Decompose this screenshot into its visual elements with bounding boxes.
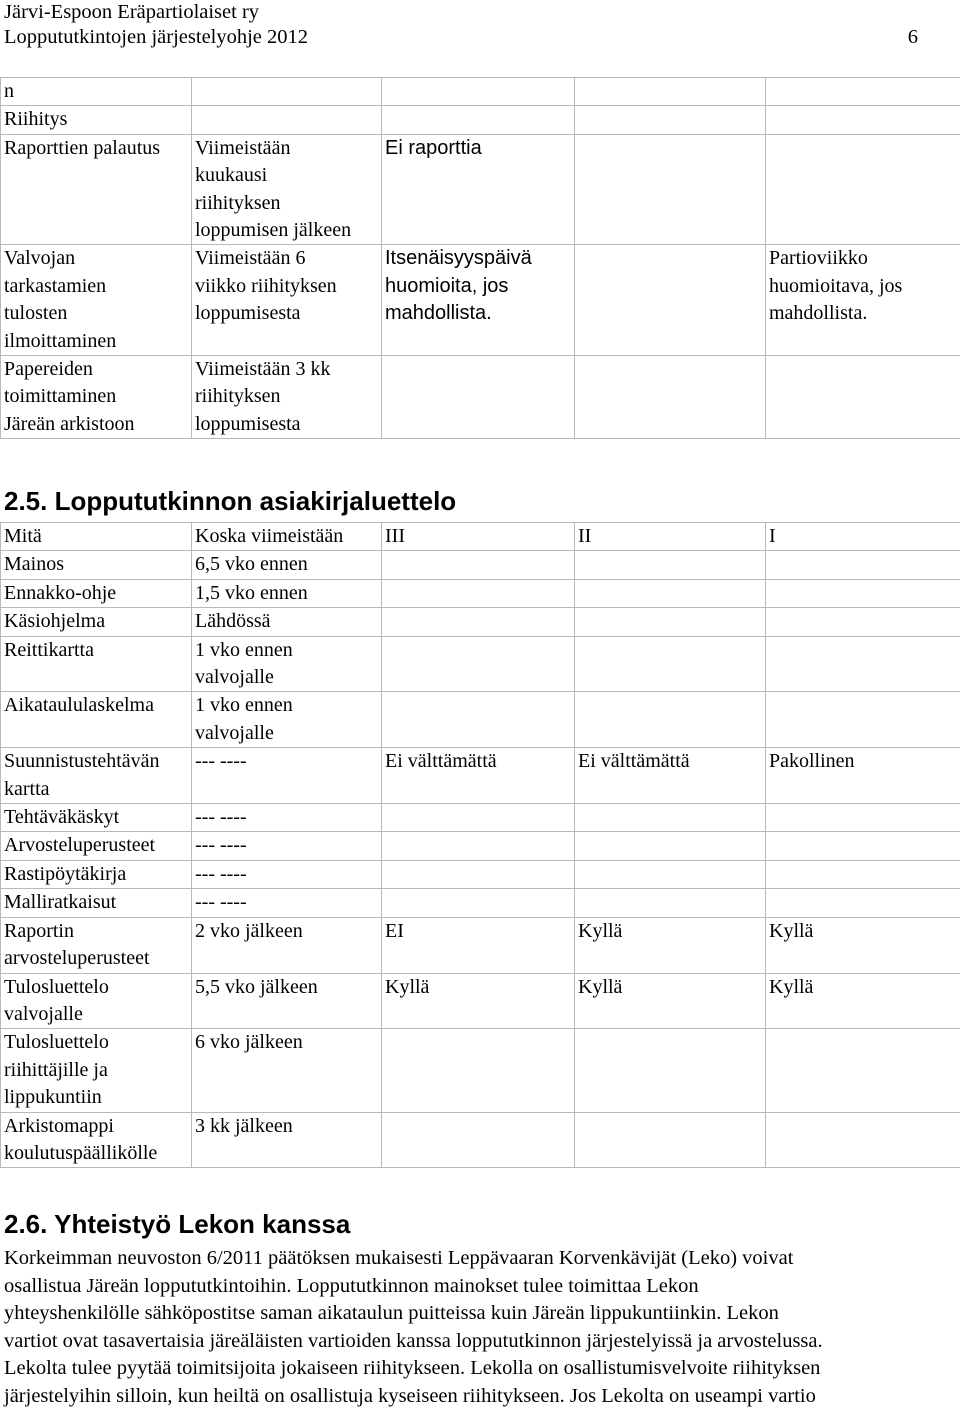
cell-text: huomioitava, jos — [769, 273, 960, 300]
cell-text: mahdollista. — [385, 300, 574, 327]
table-cell — [575, 78, 766, 106]
table-cell — [575, 804, 766, 832]
document-title: Loppututkintojen järjestelyohje 2012 — [4, 25, 308, 49]
cell-text: Viimeistään 6 — [195, 245, 381, 272]
table-cell — [192, 973, 382, 1029]
cell-text: tulosten — [4, 300, 191, 327]
table-cell — [382, 1029, 575, 1112]
cell-text: Arvosteluperusteet — [4, 832, 191, 859]
table-cell — [382, 106, 575, 134]
table-cell — [1, 636, 192, 692]
table-cell — [192, 356, 382, 439]
table-cell — [766, 917, 960, 973]
cell-text: Kyllä — [578, 974, 765, 1001]
paragraph-line: järjestelyihin silloin, kun heiltä on osallistuja kyseiseen riihitykseen. Jos Lekolta on useampi vartio — [4, 1383, 960, 1411]
organization-name: Järvi-Espoon Eräpartiolaiset ry — [4, 0, 259, 24]
table-row — [1, 356, 960, 439]
table-cell — [575, 579, 766, 607]
cell-text: --- ---- — [195, 748, 381, 775]
cell-text: mahdollista. — [769, 300, 960, 327]
table-cell — [1, 1029, 192, 1112]
cell-text: lippukuntiin — [4, 1084, 191, 1111]
table-cell — [766, 1029, 960, 1112]
cell-text: huomioita, jos — [385, 273, 574, 300]
cell-text: Raportin — [4, 918, 191, 945]
table-cell — [1, 579, 192, 607]
paragraph-line: vartiot ovat tasavertaisia järeäläisten vartioiden kanssa loppututkinnon järjestelyissä ja arvostelussa. — [4, 1328, 960, 1356]
cell-text: Papereiden — [4, 356, 191, 383]
cell-text: Kyllä — [769, 918, 960, 945]
table-cell — [382, 748, 575, 804]
table-cell — [1, 917, 192, 973]
table-cell — [192, 245, 382, 356]
table-cell — [192, 1029, 382, 1112]
cell-text: 6,5 vko ennen — [195, 551, 381, 578]
table-cell — [1, 748, 192, 804]
table-cell — [382, 245, 575, 356]
table-cell — [382, 832, 575, 860]
cell-text: kartta — [4, 776, 191, 803]
cell-text: --- ---- — [195, 804, 381, 831]
cell-text: n — [4, 78, 191, 105]
cell-text: riihityksen — [195, 190, 381, 217]
cell-text: Kyllä — [769, 974, 960, 1001]
schedule-table — [0, 77, 960, 439]
table-cell — [766, 832, 960, 860]
table-cell — [766, 106, 960, 134]
table-cell — [1, 860, 192, 888]
table-cell — [1, 608, 192, 636]
table-cell — [575, 106, 766, 134]
table-row — [1, 245, 960, 356]
table-cell — [766, 245, 960, 356]
table-cell — [382, 1112, 575, 1168]
table-header-row — [1, 523, 960, 551]
table-cell — [766, 1112, 960, 1168]
cell-text: Mainos — [4, 551, 191, 578]
table-cell — [575, 973, 766, 1029]
cell-text: 1,5 vko ennen — [195, 580, 381, 607]
table-row — [1, 608, 960, 636]
table-cell — [575, 245, 766, 356]
cell-text: Tulosluettelo — [4, 1029, 191, 1056]
table-cell — [192, 804, 382, 832]
table-cell — [192, 1112, 382, 1168]
table-cell — [575, 917, 766, 973]
table-cell — [766, 579, 960, 607]
table-cell — [382, 551, 575, 579]
cell-text: Partioviikko — [769, 245, 960, 272]
table-cell — [382, 804, 575, 832]
table-cell — [575, 134, 766, 245]
table-row — [1, 692, 960, 748]
table-row — [1, 134, 960, 245]
table-row — [1, 860, 960, 888]
table-cell — [192, 551, 382, 579]
table-cell — [1, 245, 192, 356]
table-cell — [575, 832, 766, 860]
table-cell — [192, 579, 382, 607]
cell-text: Viimeistään 3 kk — [195, 356, 381, 383]
table-cell — [1, 78, 192, 106]
table-cell — [766, 860, 960, 888]
cell-text: --- ---- — [195, 889, 381, 916]
table-cell — [192, 860, 382, 888]
cell-text: valvojalle — [195, 664, 381, 691]
table-row — [1, 1029, 960, 1112]
table-cell — [575, 1112, 766, 1168]
table-cell — [766, 692, 960, 748]
cell-text: riihityksen — [195, 383, 381, 410]
table-row — [1, 636, 960, 692]
cell-text: Käsiohjelma — [4, 608, 191, 635]
table-cell — [575, 636, 766, 692]
cell-text: --- ---- — [195, 832, 381, 859]
cell-text: 6 vko jälkeen — [195, 1029, 381, 1056]
table-cell — [382, 917, 575, 973]
table-cell — [1, 973, 192, 1029]
table-cell — [766, 551, 960, 579]
cell-text: Kyllä — [385, 974, 574, 1001]
table-row — [1, 917, 960, 973]
table-cell — [1, 134, 192, 245]
cell-text: 2 vko jälkeen — [195, 918, 381, 945]
cell-text: toimittaminen — [4, 383, 191, 410]
table-cell — [575, 608, 766, 636]
table-cell — [1, 804, 192, 832]
table-cell — [1, 356, 192, 439]
table-row — [1, 78, 960, 106]
cell-text: valvojalle — [195, 720, 381, 747]
cell-text: loppumisesta — [195, 411, 381, 438]
header-cell-i: I — [766, 523, 960, 551]
table-cell — [382, 973, 575, 1029]
cell-text: Järeän arkistoon — [4, 411, 191, 438]
documents-table — [0, 522, 960, 1168]
cell-text: --- ---- — [195, 861, 381, 888]
table-cell — [382, 78, 575, 106]
cell-text: arvosteluperusteet — [4, 945, 191, 972]
cell-text: Ei raporttia — [385, 135, 574, 162]
header-cell-deadline: Koska viimeistään — [192, 523, 382, 551]
cell-text: Valvojan — [4, 245, 191, 272]
table-cell — [575, 748, 766, 804]
table-cell — [382, 608, 575, 636]
cell-text: Lähdössä — [195, 608, 381, 635]
table-cell — [766, 889, 960, 917]
table-row — [1, 804, 960, 832]
table-cell — [766, 356, 960, 439]
cell-text: ilmoittaminen — [4, 328, 191, 355]
table-row — [1, 579, 960, 607]
table-cell — [1, 832, 192, 860]
table-cell — [1, 106, 192, 134]
table-cell — [575, 692, 766, 748]
cell-text: 1 vko ennen — [195, 692, 381, 719]
table-row — [1, 973, 960, 1029]
table-cell — [575, 860, 766, 888]
table-cell — [766, 134, 960, 245]
page-number: 6 — [908, 25, 918, 49]
table-row — [1, 748, 960, 804]
cell-text: loppumisen jälkeen — [195, 217, 381, 244]
table-cell — [1, 1112, 192, 1168]
table-cell — [192, 636, 382, 692]
cell-text: viikko riihityksen — [195, 273, 381, 300]
cell-text: Pakollinen — [769, 748, 960, 775]
cell-text: 5,5 vko jälkeen — [195, 974, 381, 1001]
cell-text: kuukausi — [195, 162, 381, 189]
cell-text: Arkistomappi — [4, 1113, 191, 1140]
cell-text: Aikataululaskelma — [4, 692, 191, 719]
table-cell — [192, 106, 382, 134]
header-cell-iii: III — [382, 523, 575, 551]
table-row — [1, 1112, 960, 1168]
paragraph-line: Lekolta tulee pyytää toimitsijoita jokaiseen riihitykseen. Lekolla on osallistumisvelvoite riihityksen — [4, 1355, 960, 1383]
table-cell — [192, 78, 382, 106]
table-cell — [382, 692, 575, 748]
table-cell — [382, 356, 575, 439]
table-cell — [382, 860, 575, 888]
table-row — [1, 551, 960, 579]
section-paragraph — [4, 1245, 960, 1411]
table-cell — [192, 832, 382, 860]
header-cell-what: Mitä — [1, 523, 192, 551]
table-cell — [192, 889, 382, 917]
cell-text: 1 vko ennen — [195, 637, 381, 664]
table-cell — [766, 636, 960, 692]
cell-text: 3 kk jälkeen — [195, 1113, 381, 1140]
table-cell — [575, 1029, 766, 1112]
table-cell — [382, 579, 575, 607]
header-cell-ii: II — [575, 523, 766, 551]
table-cell — [382, 889, 575, 917]
cell-text: Raporttien palautus — [4, 135, 191, 162]
table-cell — [575, 889, 766, 917]
table-cell — [1, 889, 192, 917]
table-row — [1, 832, 960, 860]
table-cell — [192, 748, 382, 804]
table-cell — [192, 134, 382, 245]
table-cell — [575, 356, 766, 439]
table-cell — [1, 692, 192, 748]
table-cell — [382, 636, 575, 692]
table-cell — [192, 608, 382, 636]
cell-text: Tulosluettelo — [4, 974, 191, 1001]
cell-text: loppumisesta — [195, 300, 381, 327]
table-cell — [766, 748, 960, 804]
cell-text: valvojalle — [4, 1001, 191, 1028]
cell-text: Ei välttämättä — [385, 748, 574, 775]
cell-text: Ei välttämättä — [578, 748, 765, 775]
table-cell — [766, 78, 960, 106]
cell-text: Reittikartta — [4, 637, 191, 664]
cell-text: Rastipöytäkirja — [4, 861, 191, 888]
cell-text: Riihitys — [4, 106, 191, 133]
table-cell — [192, 692, 382, 748]
table-cell — [192, 917, 382, 973]
cell-text: riihittäjille ja — [4, 1057, 191, 1084]
cell-text: koulutuspäällikölle — [4, 1140, 191, 1167]
cell-text: Suunnistustehtävän — [4, 748, 191, 775]
section-heading-2-6: 2.6. Yhteistyö Lekon kanssa — [4, 1209, 350, 1239]
table-row — [1, 889, 960, 917]
section-heading-2-5: 2.5. Loppututkinnon asiakirjaluettelo — [4, 486, 456, 516]
cell-text: Viimeistään — [195, 135, 381, 162]
table-cell — [1, 551, 192, 579]
cell-text: Malliratkaisut — [4, 889, 191, 916]
table-cell — [766, 804, 960, 832]
table-row — [1, 106, 960, 134]
cell-text: Ennakko-ohje — [4, 580, 191, 607]
cell-text: Tehtäväkäskyt — [4, 804, 191, 831]
cell-text: EI — [385, 918, 574, 945]
table-cell — [575, 551, 766, 579]
cell-text: tarkastamien — [4, 273, 191, 300]
cell-text: Itsenäisyyspäivä — [385, 245, 574, 272]
table-cell — [766, 608, 960, 636]
cell-text: Kyllä — [578, 918, 765, 945]
paragraph-line: osallistua Järeän loppututkintoihin. Loppututkinnon mainokset tulee toimittaa Lekon — [4, 1273, 960, 1301]
table-cell — [766, 973, 960, 1029]
table-cell — [382, 134, 575, 245]
paragraph-line: Korkeimman neuvoston 6/2011 päätöksen mukaisesti Leppävaaran Korvenkävijät (Leko) voivat — [4, 1245, 960, 1273]
paragraph-line: yhteyshenkilölle sähköpostitse saman aikataulun puitteissa kuin Järeän lippukuntiinkin. Lekon — [4, 1300, 960, 1328]
